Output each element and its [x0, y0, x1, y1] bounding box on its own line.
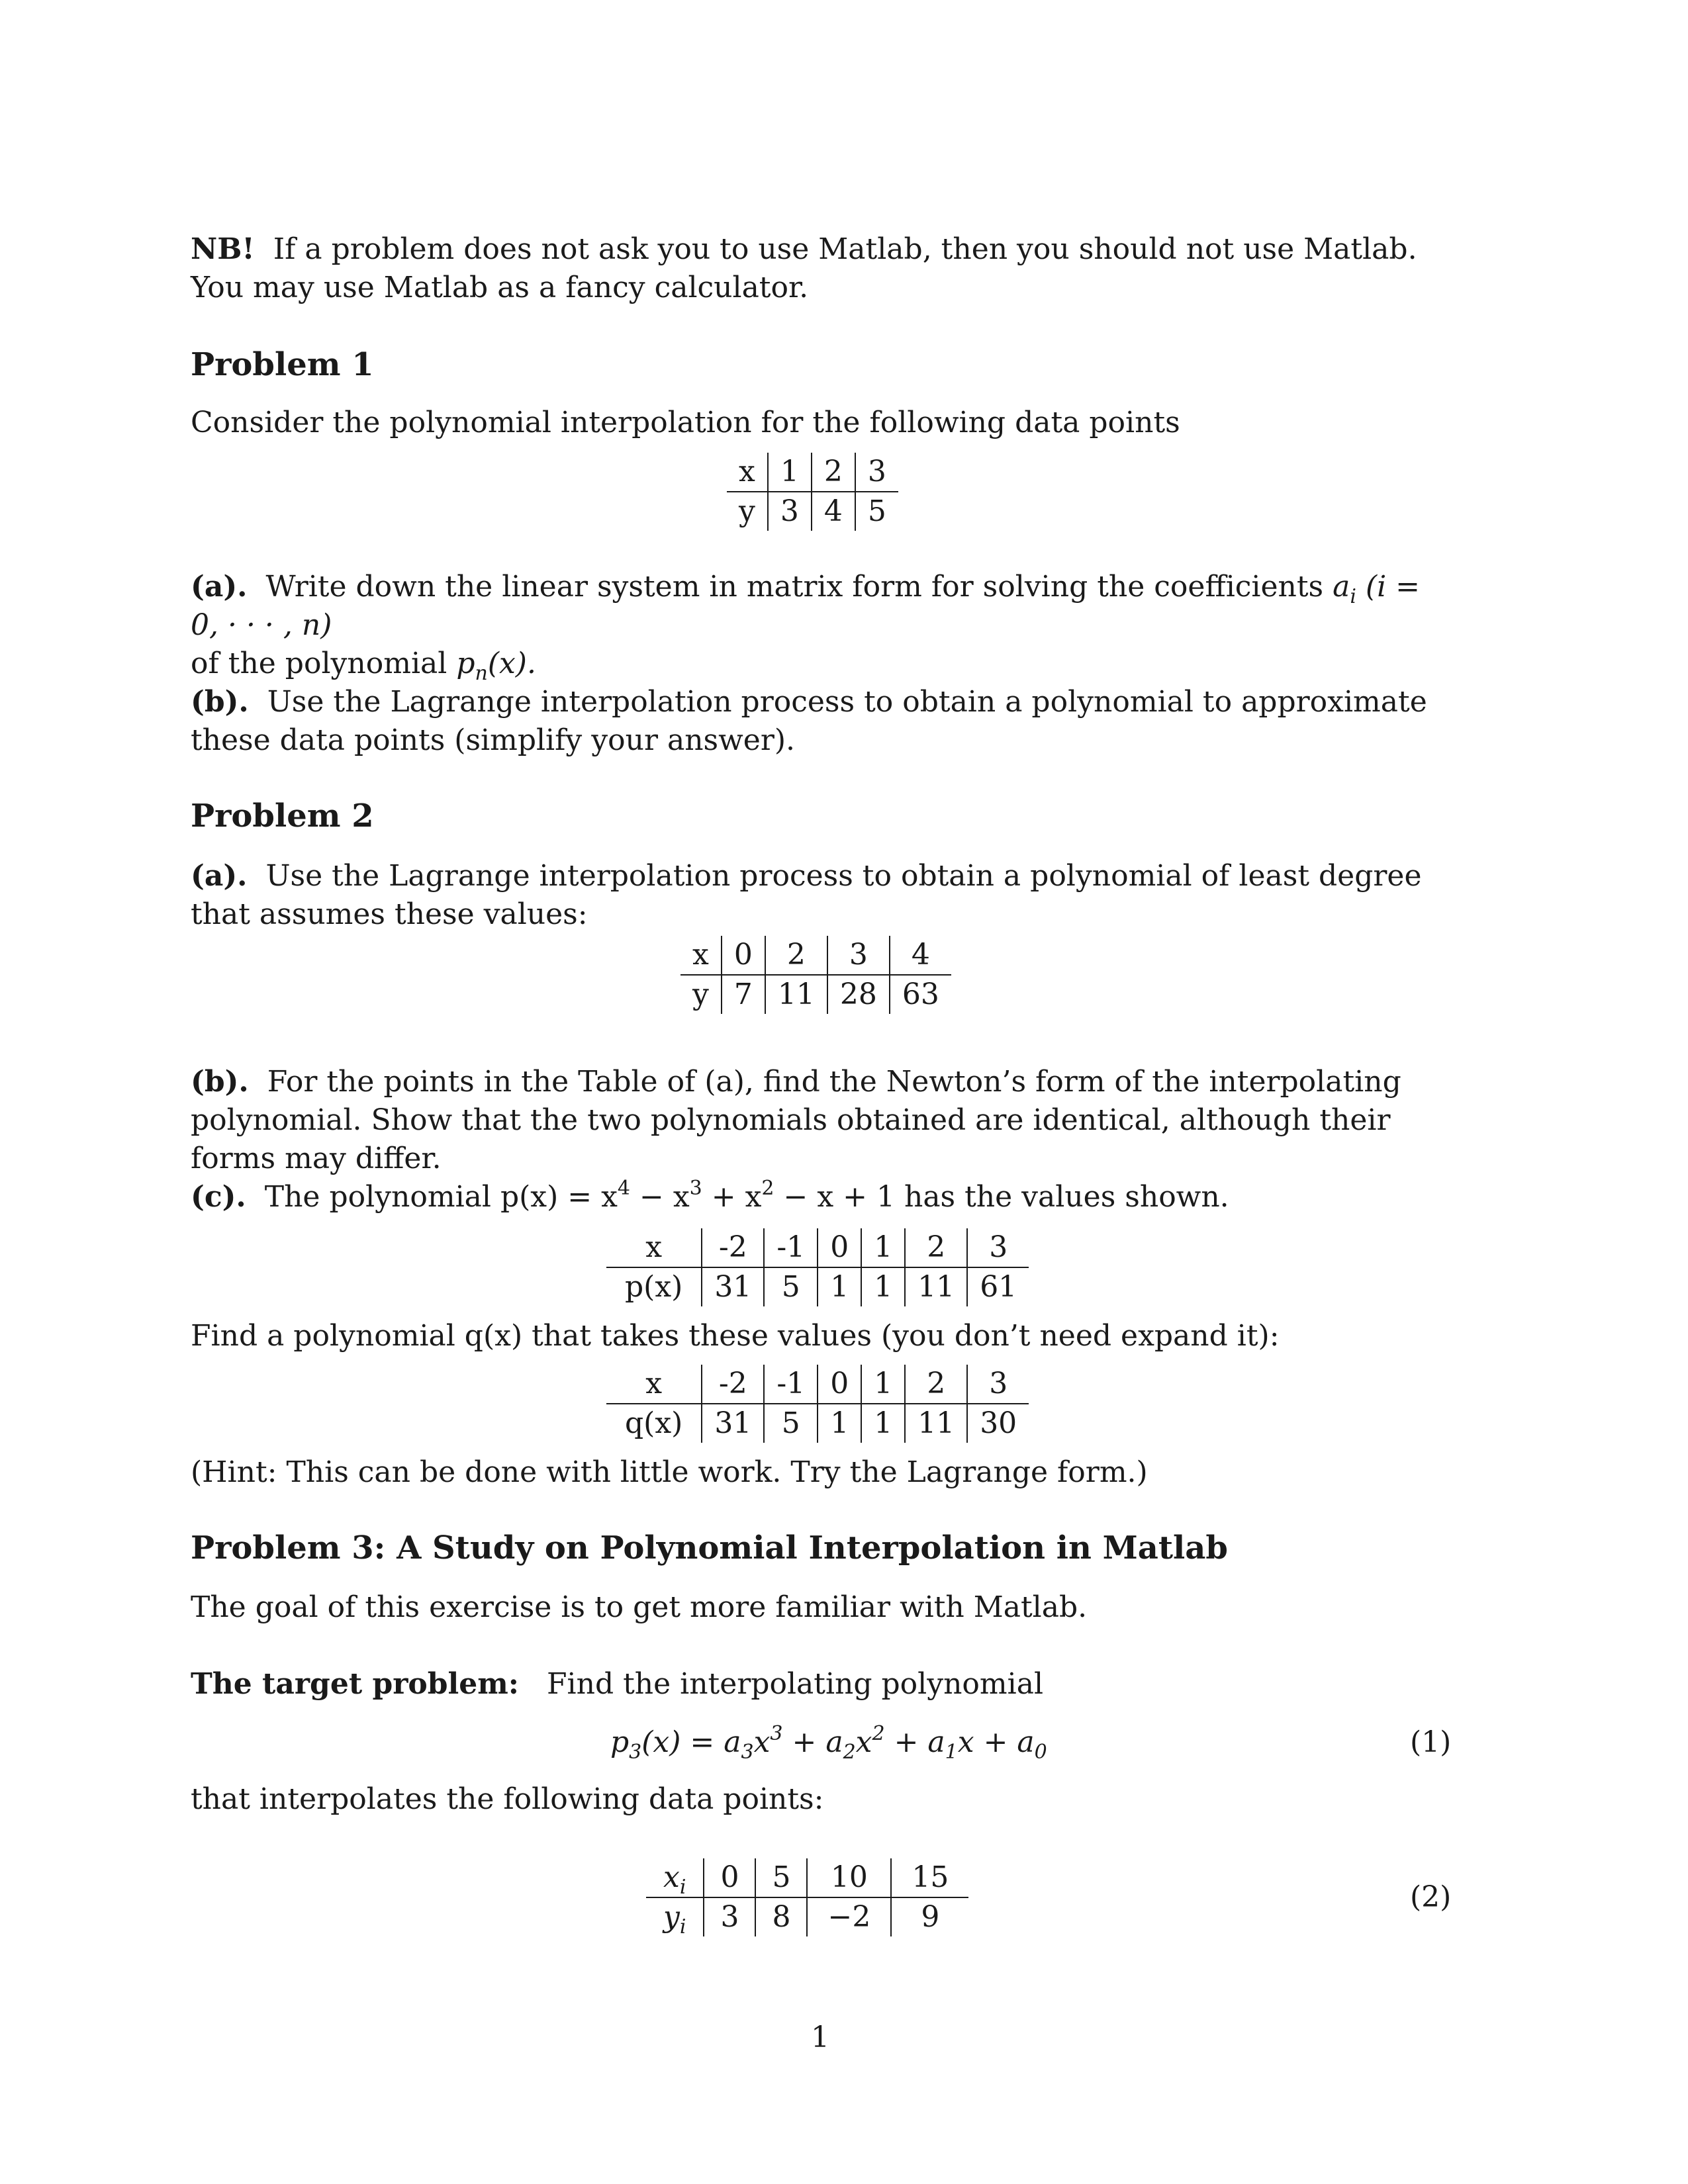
target-text: Find the interpolating polynomial: [547, 1667, 1044, 1701]
problem-2c: [191, 1178, 1455, 1216]
table-row-label: x: [680, 936, 722, 975]
problem-2a: [191, 857, 1455, 934]
math-exponent: 4: [617, 1177, 631, 1200]
part-label: (a).: [191, 570, 248, 604]
problem-2c-find: Find a polynomial q(x) that takes these values (you don’t need expand it):: [191, 1319, 1280, 1353]
problem-1b: [191, 683, 1455, 760]
math-range: (i = 0, · · · , n): [191, 570, 1421, 642]
table-row-label: x: [727, 453, 768, 492]
problem-2b: [191, 1063, 1455, 1178]
table-cell: 5: [764, 1404, 818, 1443]
table-row-label: x: [606, 1228, 702, 1267]
math-subscript: 0: [1034, 1741, 1047, 1764]
problem-1-intro: Consider the polynomial interpolation for the following data points: [191, 406, 1180, 439]
part-label: (a).: [191, 859, 248, 893]
math-symbol: p: [610, 1725, 630, 1759]
table-cell: 3: [855, 453, 898, 492]
table-cell: 9: [921, 1900, 940, 1934]
table-cell: 3: [967, 1365, 1029, 1404]
problem-2-heading: Problem 2: [191, 797, 374, 835]
table-cell: 31: [702, 1404, 764, 1443]
math-exponent: 3: [770, 1722, 783, 1745]
math-subscript: 1: [945, 1741, 958, 1764]
part-label: (b).: [191, 685, 249, 719]
problem-1-table: [727, 453, 898, 531]
math-exponent: 2: [872, 1722, 885, 1745]
problem-2c-hint: (Hint: This can be done with little work. Try the Lagrange form.): [191, 1455, 1148, 1489]
math-subscript: 2: [843, 1741, 856, 1764]
table-cell: 1: [861, 1267, 905, 1306]
table-cell: -1: [764, 1228, 818, 1267]
table-cell: 11: [905, 1404, 967, 1443]
table-cell: 30: [980, 1406, 1017, 1440]
table-cell: 63: [902, 978, 939, 1011]
math-text: x + a: [957, 1725, 1035, 1759]
target-problem: [191, 1665, 1455, 1704]
table-cell: 5: [867, 494, 886, 528]
math-text: + a: [782, 1725, 843, 1759]
part-label: (c).: [191, 1180, 246, 1214]
part-text: + x: [702, 1180, 762, 1214]
table-cell: 5: [755, 1858, 807, 1897]
math-text: (x) = a: [641, 1725, 741, 1759]
part-text: For the points in the Table of (a), find the Newton’s form of the interpolating polynomial. Show that the two polynomials obtained are identical, although their forms may differ.: [191, 1065, 1401, 1175]
math-subscript: i: [1350, 585, 1356, 608]
table-cell: 3: [704, 1897, 755, 1936]
table-cell: -2: [702, 1228, 764, 1267]
table-cell: -1: [764, 1365, 818, 1404]
problem-2a-table: [680, 936, 951, 1014]
table-cell: 4: [890, 936, 951, 975]
table-row-label: $x_i$: [646, 1858, 704, 1897]
problem-3-goal: The goal of this exercise is to get more familiar with Matlab.: [191, 1590, 1088, 1624]
table-cell: 15: [891, 1858, 968, 1897]
part-text: − x: [630, 1180, 690, 1214]
math-symbol: p: [456, 647, 475, 680]
table-cell: 0: [722, 936, 765, 975]
part-text: Use the Lagrange interpolation process to obtain a polynomial to approximate these data points (simplify your answer).: [191, 685, 1427, 757]
table-cell: 10: [807, 1858, 891, 1897]
part-text: of the polynomial: [191, 647, 457, 680]
math-exponent: 3: [689, 1177, 702, 1200]
table-cell: 1: [861, 1404, 905, 1443]
nb-text: If a problem does not ask you to use Matlab, then you should not use Matlab. You may use Matlab as a fancy calculator.: [191, 232, 1417, 304]
table-cell: 1: [818, 1404, 861, 1443]
table-cell: 0: [818, 1228, 861, 1267]
table-cell: 4: [812, 492, 855, 531]
table-cell: 61: [980, 1270, 1017, 1304]
table-cell: 8: [755, 1897, 807, 1936]
table-cell: 3: [768, 492, 812, 531]
problem-3-heading: Problem 3: A Study on Polynomial Interpolation in Matlab: [191, 1529, 1228, 1567]
table-row-label: p(x): [606, 1267, 702, 1306]
table-cell: 3: [967, 1228, 1029, 1267]
table-row-label: y: [680, 975, 722, 1014]
table-cell: 11: [905, 1267, 967, 1306]
interp-text: that interpolates the following data points:: [191, 1782, 824, 1816]
table-cell: 28: [827, 975, 890, 1014]
nb-label: NB!: [191, 232, 255, 266]
table-row-label: q(x): [606, 1404, 702, 1443]
table-cell: 7: [722, 975, 765, 1014]
table-cell: 5: [764, 1267, 818, 1306]
equation-2-number: (2): [1410, 1880, 1452, 1914]
math-subscript: 3: [741, 1741, 754, 1764]
part-text: The polynomial p(x) = x: [264, 1180, 618, 1214]
math-symbol: a: [1333, 570, 1350, 604]
table-row-label: $y_i$: [646, 1897, 704, 1936]
table-cell: 31: [702, 1267, 764, 1306]
table-cell: 1: [768, 453, 812, 492]
problem-2c-p-table: [606, 1228, 1029, 1306]
table-cell: 2: [765, 936, 827, 975]
table-row-label: x: [606, 1365, 702, 1404]
part-text: − x + 1 has the values shown.: [774, 1180, 1229, 1214]
table-cell: −2: [807, 1897, 891, 1936]
nb-paragraph: [191, 230, 1455, 307]
problem-1a: [191, 568, 1455, 683]
math-subscript: 3: [629, 1741, 642, 1764]
math-symbol: x: [753, 1725, 771, 1759]
table-cell: 11: [765, 975, 827, 1014]
page-number: 1: [811, 2021, 829, 2054]
part-label: (b).: [191, 1065, 249, 1099]
math-symbol: x: [855, 1725, 872, 1759]
problem-1-heading: Problem 1: [191, 346, 374, 383]
math-subscript: n: [475, 662, 488, 685]
target-label: The target problem:: [191, 1667, 520, 1701]
table-cell: 2: [905, 1365, 967, 1404]
math-arg: (x).: [487, 647, 536, 680]
table-cell: 1: [818, 1267, 861, 1306]
table-cell: 0: [818, 1365, 861, 1404]
problem-3-table: [646, 1858, 968, 1936]
table-cell: 0: [704, 1858, 755, 1897]
problem-2c-q-table: [606, 1365, 1029, 1443]
table-cell: 1: [861, 1228, 905, 1267]
table-cell: 3: [827, 936, 890, 975]
table-cell: 1: [861, 1365, 905, 1404]
table-cell: 2: [905, 1228, 967, 1267]
table-cell: 2: [812, 453, 855, 492]
part-text: Write down the linear system in matrix form for solving the coefficients: [265, 570, 1333, 604]
table-row-label: y: [727, 492, 768, 531]
math-exponent: 2: [761, 1177, 774, 1200]
part-text: Use the Lagrange interpolation process to obtain a polynomial of least degree that assumes these values:: [191, 859, 1422, 931]
table-cell: -2: [702, 1365, 764, 1404]
equation-1: [610, 1723, 1047, 1762]
equation-1-number: (1): [1410, 1725, 1452, 1759]
math-text: + a: [884, 1725, 945, 1759]
